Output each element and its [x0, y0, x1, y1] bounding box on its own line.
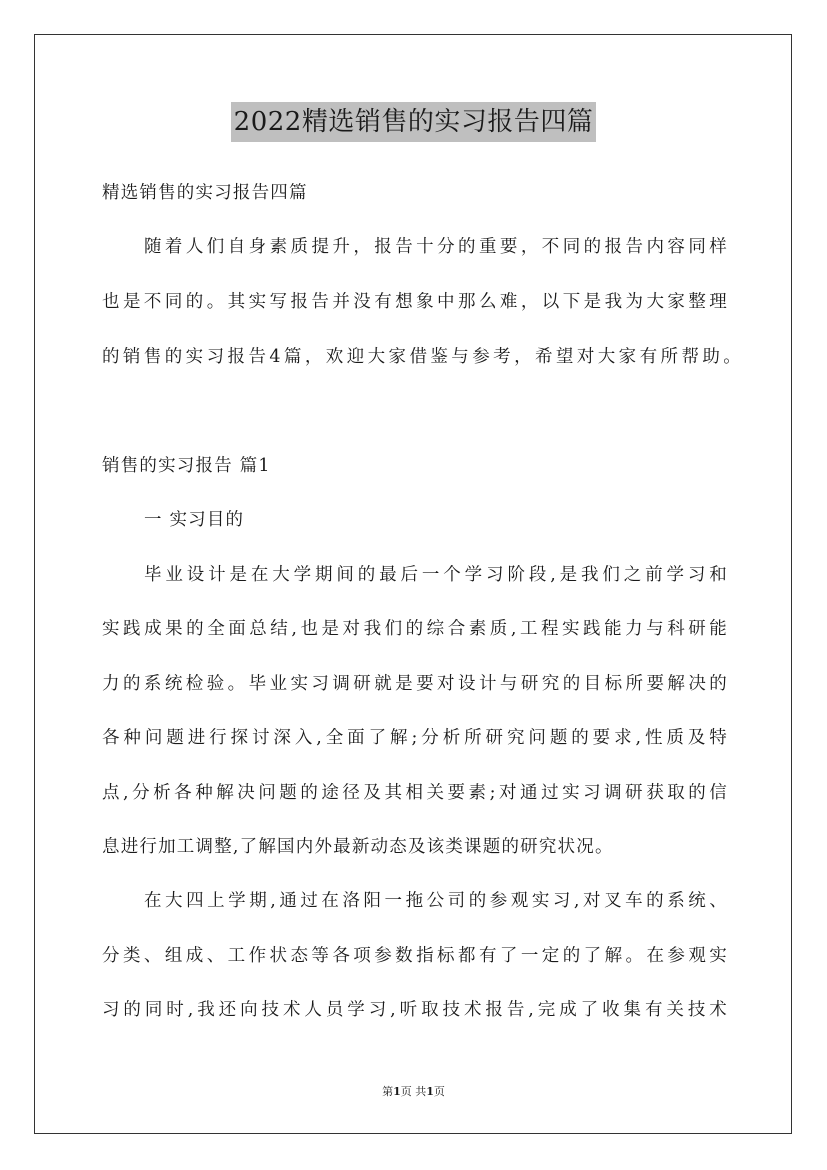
- paragraph1-line-3: 力的系统检验。毕业实习调研就是要对设计与研究的目标所要解决的: [102, 674, 728, 694]
- paragraph2-line-1: 在大四上学期,通过在洛阳一拖公司的参观实习,对叉车的系统、: [144, 891, 728, 911]
- document-title: 2022精选销售的实习报告四篇: [231, 102, 597, 142]
- footer-page-total: 1: [426, 1085, 434, 1098]
- paragraph1-line-5: 点,分析各种解决问题的途径及其相关要素;对通过实习调研获取的信: [102, 783, 728, 803]
- footer-page-prefix: 第: [382, 1085, 394, 1098]
- footer-page-suffix: 页: [433, 1085, 445, 1098]
- paragraph1-line-4: 各种问题进行探讨深入,全面了解;分析所研究问题的要求,性质及特: [102, 728, 728, 748]
- paragraph1-line-6: 息进行加工调整,了解国内外最新动态及该类课题的研究状况。: [102, 837, 614, 857]
- document-subtitle: 精选销售的实习报告四篇: [102, 183, 308, 203]
- section-heading: 销售的实习报告 篇1: [102, 456, 271, 476]
- intro-line-1: 随着人们自身素质提升，报告十分的重要，不同的报告内容同样: [144, 237, 728, 257]
- paragraph2-line-3: 习的同时,我还向技术人员学习,听取技术报告,完成了收集有关技术: [102, 1000, 728, 1020]
- paragraph2-line-2: 分类、组成、工作状态等各项参数指标都有了一定的了解。在参观实: [102, 946, 728, 966]
- subsection-heading: 一 实习目的: [144, 510, 245, 530]
- intro-line-3: 的销售的实习报告4篇，欢迎大家借鉴与参考，希望对大家有所帮助。: [102, 347, 742, 367]
- intro-line-2: 也是不同的。其实写报告并没有想象中那么难，以下是我为大家整理: [102, 292, 728, 312]
- paragraph1-line-1: 毕业设计是在大学期间的最后一个学习阶段,是我们之前学习和: [144, 565, 728, 585]
- footer-page-mid: 页 共: [400, 1085, 427, 1098]
- footer-page-current: 1: [393, 1085, 401, 1098]
- title-container: [0, 102, 827, 142]
- paragraph1-line-2: 实践成果的全面总结,也是对我们的综合素质,工程实践能力与科研能: [102, 619, 728, 639]
- page-footer: [0, 1084, 827, 1100]
